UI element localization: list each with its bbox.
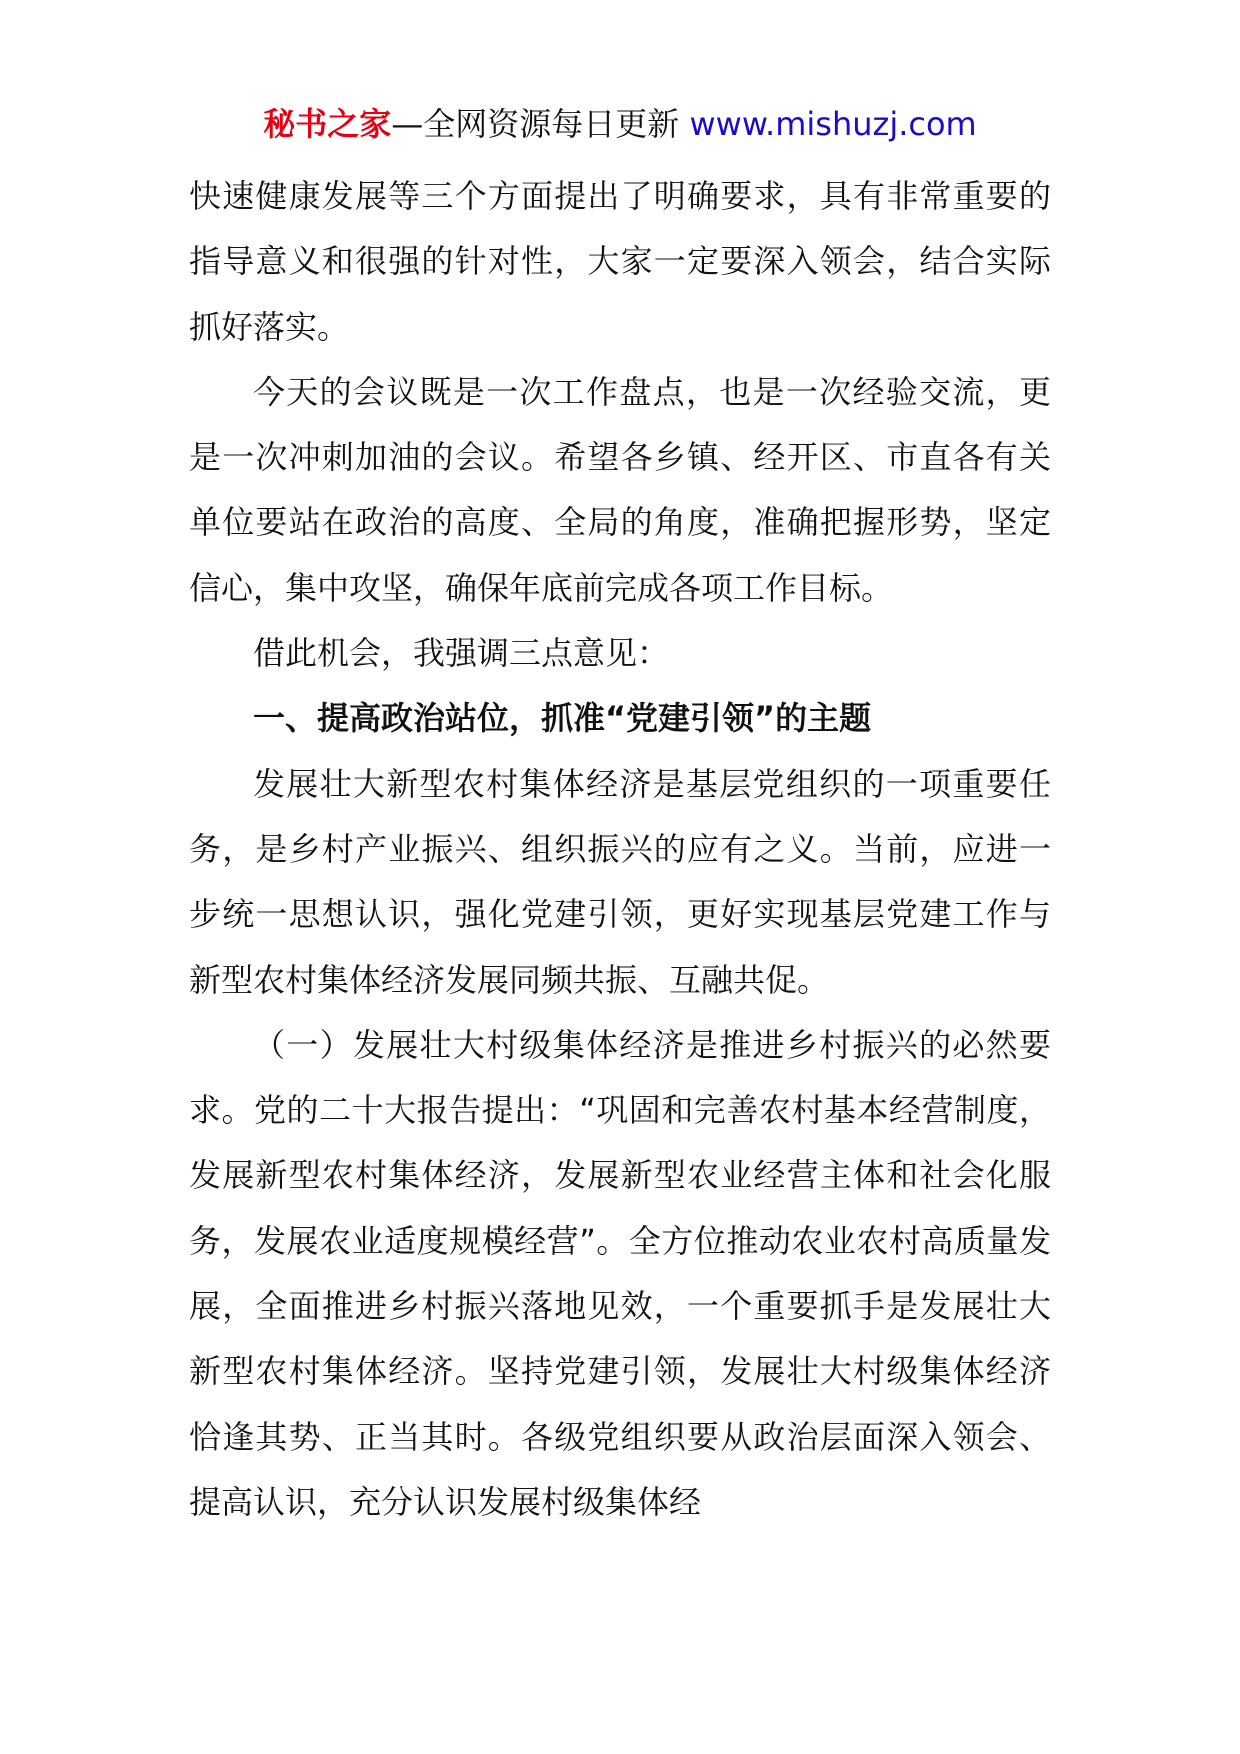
document-body <box>189 164 1051 1535</box>
site-header <box>0 100 1240 148</box>
paragraph-section-1: 发展壮大新型农村集体经济是基层党组织的一项重要任务，是乡村产业振兴、组织振兴的应有之义。当前，应进一步统一思想认识，强化党建引领，更好实现基层党建工作与新型农村集体经济发展同频共振、互融共促。 <box>189 764 1051 999</box>
site-brand: 秘书之家 <box>263 105 392 143</box>
paragraph-meeting: 今天的会议既是一次工作盘点，也是一次经验交流，更是一次冲刺加油的会议。希望各乡镇、经开区、市直各有关单位要站在政治的高度、全局的角度，准确把握形势，坚定信心，集中攻坚，确保年底前完成各项工作目标。 <box>189 372 1051 607</box>
paragraph-subsection-1: （一）发展壮大村级集体经济是推进乡村振兴的必然要求。党的二十大报告提出：“巩固和完善农村基本经营制度，发展新型农村集体经济，发展新型农业经营主体和社会化服务，发展农业适度规模经营”。全方位推动农业农村高质量发展，全面推进乡村振兴落地见效，一个重要抓手是发展壮大新型农村集体经济。坚持党建引领，发展壮大村级集体经济恰逢其势、正当其时。各级党组织要从政治层面深入领会、提高认识，充分认识发展村级集体经 <box>189 1025 1051 1521</box>
section-heading-1: 一、提高政治站位，抓准“党建引领”的主题 <box>253 699 872 738</box>
paragraph-continuation: 快速健康发展等三个方面提出了明确要求，具有非常重要的指导意义和很强的针对性，大家一定要深入领会，结合实际抓好落实。 <box>189 177 1051 346</box>
site-url-link[interactable]: www.mishuzj.com <box>689 105 977 143</box>
site-tagline: —全网资源每日更新 <box>391 105 690 143</box>
paragraph-intro: 借此机会，我强调三点意见： <box>253 634 670 673</box>
